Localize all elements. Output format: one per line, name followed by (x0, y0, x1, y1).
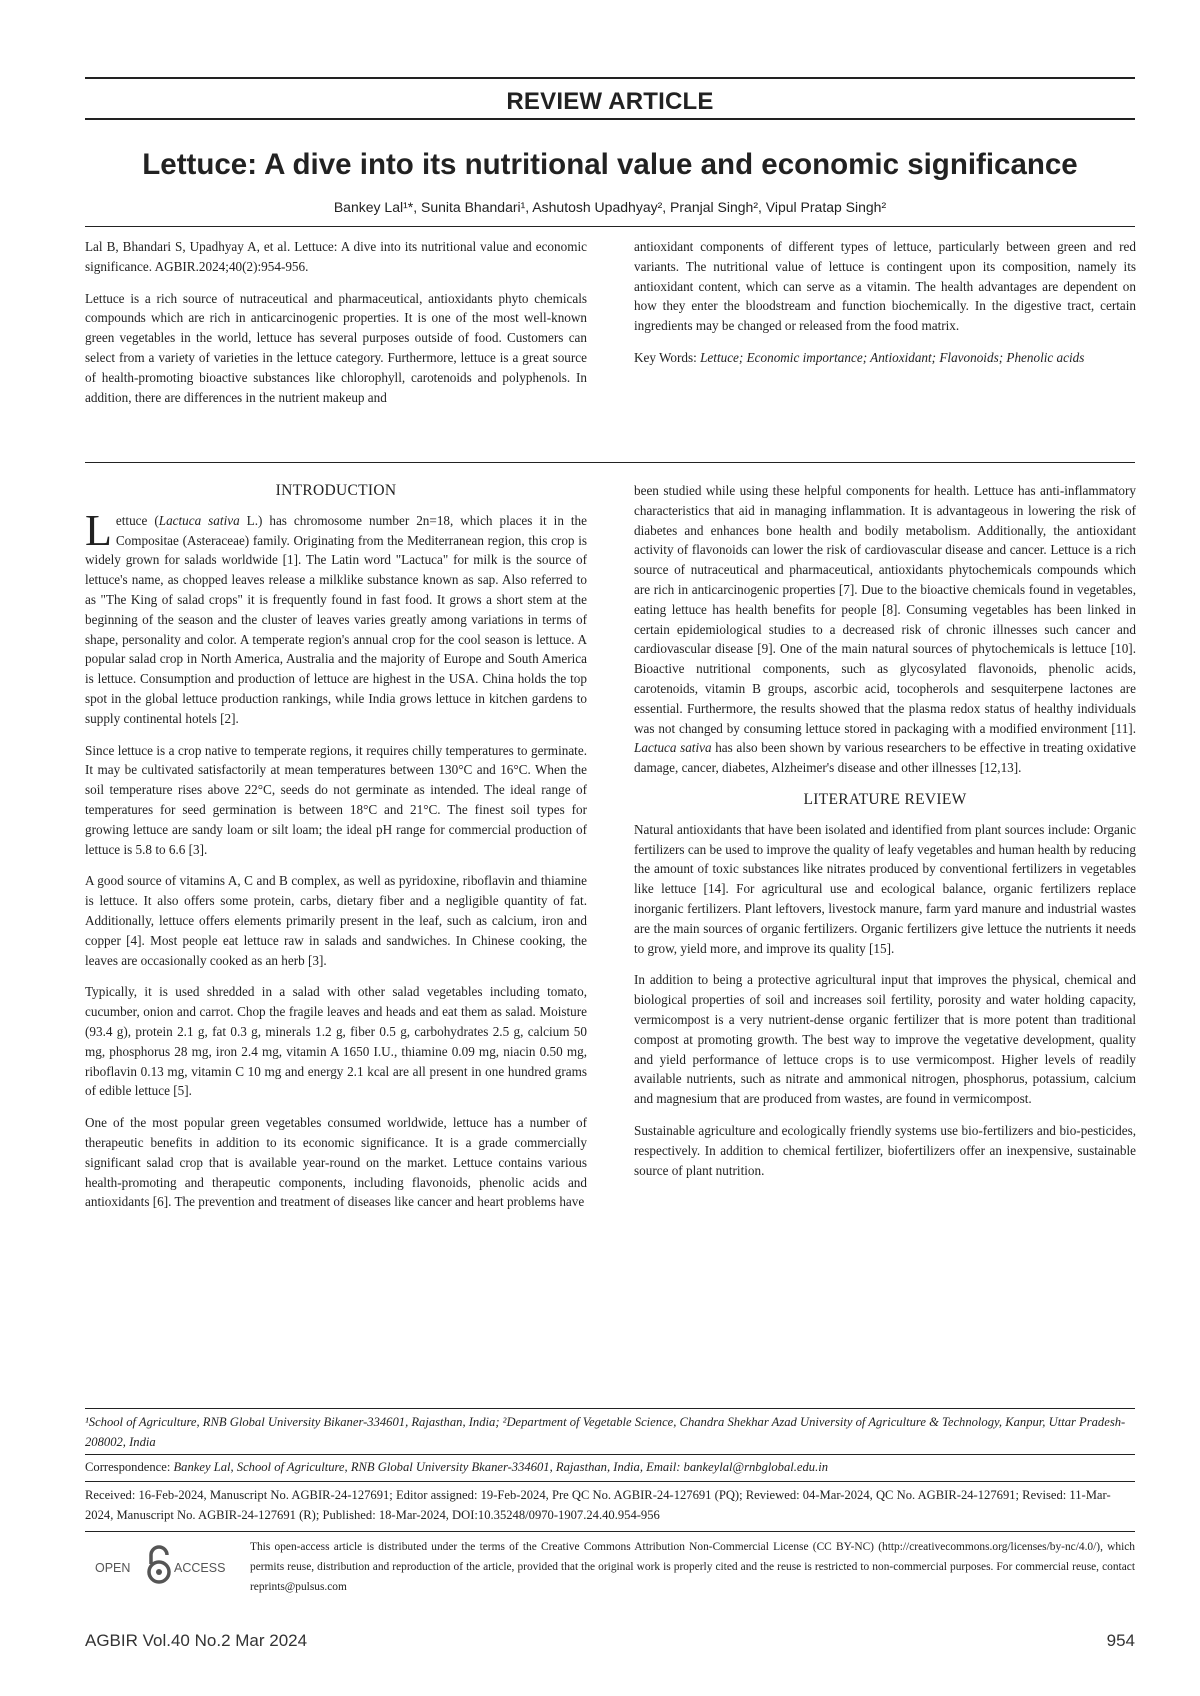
footer-rule-2 (85, 1454, 1135, 1455)
species-name-2: Lactuca sativa (634, 740, 712, 756)
section-heading-literature-review: LITERATURE REVIEW (803, 790, 967, 808)
abstract-text-2: antioxidant components of different types of lettuce, particularly between green and red variants. The nutritional value of lettuce is contingent upon its composition, namely its antioxidant content, which can serve as a vitamin. The health advantages are dependent on how they enter the bloodstream and function biochemically. In the digestive tract, certain ingredients may be changed or released from the food matrix. (634, 239, 1136, 334)
open-lock-icon (149, 1547, 169, 1582)
history: Received: 16-Feb-2024, Manuscript No. AGBIR-24-127691; Editor assigned: 19-Feb-2024, Pre QC No. AGBIR-24-127691 (PQ); Reviewed: 04-Mar-2024, QC No. AGBIR-24-127691; Revised: 11-Mar-2024, Manuscript No. AGBIR-24-127691 (R); Published: 18-Mar-2024, DOI:10.35248/0970-1907.24.40.954-956 (85, 1488, 1111, 1522)
intro-cont-part1: been studied while using these helpful components for health. Lettuce has anti-inflammatory characteristics that aid in managing inflammation. It is advantageous in lowering the risk of diabetes and enhances bone health and bodily metabolism. Additionally, the antioxidant activity of flavonoids can lower the risk of cardiovascular disease and cancer. Lettuce is a rich source of nutraceutical and pharmaceutical, antioxidants phytochemicals compounds which are rich in anticarcinogenic properties [7]. Due to the bioactive chemicals found in vegetables, eating lettuce has health benefits for people [8]. Consuming vegetables has been linked in certain epidemiological studies to a decreased risk of chronic illnesses such cancer and cardiovascular disease [9]. One of the main natural sources of phytochemicals is lettuce [10]. Bioactive nutritional components, such as glycosylated flavonoids, phenolic acids, carotenoids, vitamin B groups, ascorbic acid, tocopherols and sesquiterpene lactones are essential. Furthermore, the results showed that the plasma redox status of healthy individuals was not changed by consuming lettuce stored in packaging with a modified environment [11]. (634, 483, 1136, 736)
affiliations (85, 1412, 1135, 1452)
article-type: REVIEW ARTICLE (506, 88, 714, 115)
intro-p1-rest: L.) has chromosome number 2n=18, which places it in the Compositae (Asteraceae) family. Originating from the Mediterranean region, this crop is widely grown for salads worldwide [1]. The Latin word "Lactuca" for milk is the source of lettuce's name, as chopped leaves release a milklike substance known as sap. Also referred to as "The King of salad crops" it is frequently found in fast food. It grows a short stem at the beginning of the season and the cluster of leaves varies greatly among variations in terms of shape, personality and color. A temperate region's annual crop for the cool season is lettuce. A popular salad crop in North America, Australia and the majority of Europe and South America is lettuce. Consumption and production of lettuce are highest in the USA. China holds the top spot in the global lettuce production rankings, while India grows lettuce in kitchen gardens to supply continental hotels [2]. (85, 512, 587, 726)
lit-paragraph-2: In addition to being a protective agricultural input that improves the physical, chemical and biological properties of soil and increases soil fertility, porosity and water holding capacity, vermicompost is a very nutrient-dense organic fertilizer that is more potent than traditional compost at promoting growth. The best way to improve the vegetative development, quality and yield performance of lettuce crops is to use vermicompost. Higher levels of readily available nutrients, such as nitrate and ammonical nitrogen, phosphorus, potassium, calcium and magnesium that are produced from wastes, are found in vermicompost. (634, 972, 1136, 1107)
footer-rule-4 (85, 1531, 1135, 1532)
page-title: Lettuce: A dive into its nutritional value and economic significance (142, 148, 1078, 181)
intro-paragraph-4: Typically, it is used shredded in a salad with other salad vegetables including tomato, cucumber, onion and carrot. Chop the fragile leaves and heads and eat them as salad. Moisture (93.4 g), protein 2.1 g, fat 0.3 g, minerals 1.2 g, fiber 0.5 g, carbohydrates 2.5 g, calcium 50 mg, phosphorus 28 mg, iron 2.4 mg, vitamin A 1650 I.U., thiamine 0.09 mg, niacin 0.50 mg, riboflavin 0.13 mg, vitamin C 10 mg and energy 2.1 kcal are all present in one hundred grams of edible lettuce [5]. (85, 984, 587, 1099)
species-name: Lactuca sativa (158, 512, 240, 528)
intro-continued (634, 481, 1136, 778)
keywords (634, 348, 1136, 368)
authors-rule (85, 226, 1135, 227)
open-access-logo (95, 1543, 235, 1591)
license-block (85, 1537, 1135, 1605)
affiliations-text: ¹School of Agriculture, RNB Global University Bikaner-334601, Rajasthan, India; ²Department of Vegetable Science, Chandra Shekhar Azad University of Agriculture & Technology, Kanpur, Uttar Pradesh-208002, India (85, 1415, 1126, 1449)
intro-p1-lead: ettuce ( (115, 512, 159, 528)
body-right (634, 481, 1136, 1192)
journal-footer: AGBIR Vol.40 No.2 Mar 2024 (85, 1631, 308, 1650)
correspondence-label: Correspondence: (85, 1460, 171, 1474)
abstract-text-1: Lettuce is a rich source of nutraceutical and pharmaceutical, antioxidants phyto chemicals compounds which are rich in anticarcinogenic properties. It is one of the most well-known green vegetables in the world, lettuce has several purposes outside of food. Customers can select from a variety of varieties in the lettuce category. Furthermore, lettuce is a great source of health-promoting bioactive substances like chlorophyll, carotenoids and polyphenols. In addition, there are differences in the nutrient makeup and (85, 290, 587, 405)
license-text: This open-access article is distributed under the terms of the Creative Commons Attribution Non-Commercial License (CC BY-NC) (http://creativecommons.org/licenses/by-nc/4.0/), which permits reuse, distribution and reproduction of the article, provided that the original work is properly cited and the reuse is restricted to non-commercial purposes. For commercial reuse, contact reprints@pulsus.com (250, 1541, 1135, 1593)
lit-paragraph-3: Sustainable agriculture and ecologically friendly systems use bio-fertilizers and bio-pesticides, respectively. In addition to chemical fertilizer, biofertilizers offer an inexpensive, sustainable source of plant nutrition. (634, 1122, 1136, 1178)
correspondence (85, 1457, 1135, 1477)
page-number: 954 (1106, 1631, 1135, 1650)
section-heading-introduction: INTRODUCTION (275, 482, 397, 499)
intro-paragraph-2: Since lettuce is a crop native to temperate regions, it requires chilly temperatures to germinate. It may be cultivated satisfactorily at mean temperatures between 130°C and 16°C. When the soil temperature rises above 22°C, seeds do not germinate as intended. The ideal range of temperatures for seed germination is between 18°C and 21°C. The finest soil types for growing lettuce are sandy loam or silt loam; the ideal pH range for commercial production of lettuce is 5.8 to 6.6 [3]. (85, 742, 587, 857)
author-list: Bankey Lal¹*, Sunita Bhandari¹, Ashutosh Upadhyay², Pranjal Singh², Vipul Pratap Singh² (333, 199, 887, 215)
intro-cont-part2: has also been shown by various researchers to be effective in treating oxidative damage, cancer, diabetes, Alzheimer's disease and other illnesses [12,13]. (634, 740, 1136, 776)
intro-paragraph-3: A good source of vitamins A, C and B complex, as well as pyridoxine, riboflavin and thiamine is lettuce. It also offers some protein, carbs, dietary fiber and a negligible quantity of fat. Additionally, lettuce offers elements primarily present in the leaf, such as calcium, iron and copper [4]. Most people eat lettuce raw in salads and sandwiches. In Chinese cooking, the leaves are occasionally cooked as an herb [3]. (85, 873, 587, 968)
correspondence-text: Bankey Lal, School of Agriculture, RNB Global University Bkaner-334601, Rajasthan, India, Email: bankeylal@rnbglobal.edu.in (173, 1460, 829, 1474)
body-left (85, 481, 587, 1224)
open-access-word-1: OPEN (95, 1561, 131, 1575)
top-rule (85, 77, 1135, 79)
type-rule (85, 118, 1135, 120)
keywords-list: Lettuce; Economic importance; Antioxidant; Flavonoids; Phenolic acids (700, 349, 1085, 365)
keywords-label: Key Words: (634, 349, 697, 365)
abstract-rule (85, 462, 1135, 463)
abstract-citation: Lal B, Bhandari S, Upadhyay A, et al. Lettuce: A dive into its nutritional value and economic significance. AGBIR.2024;40(2):954-956. (85, 239, 587, 274)
intro-paragraph-1 (85, 505, 587, 729)
open-access-word-2: ACCESS (174, 1561, 226, 1575)
lit-paragraph-1: Natural antioxidants that have been isolated and identified from plant sources include: Organic fertilizers can be used to improve the quality of leafy vegetables and human health by reducing the amount of toxic substances like nitrates produced by conventional fertilizers in vegetables like lettuce [14]. For agricultural use and ecological balance, organic fertilizers replace inorganic fertilizers. Plant leftovers, livestock manure, farm yard manure and industrial wastes are the main sources of organic fertilizers. Organic fertilizers give lettuce the nutrients it needs to grow, yield more, and improve its quality [15]. (634, 821, 1136, 956)
footer-rule-1 (85, 1408, 1135, 1409)
footer-rule-3 (85, 1481, 1135, 1482)
drop-cap: L (85, 505, 112, 555)
abstract-left (85, 237, 587, 419)
intro-paragraph-5: One of the most popular green vegetables consumed worldwide, lettuce has a number of therapeutic benefits in addition to its economic significance. It is a grade commercially significant salad crop that is available year-round on the market. Lettuce contains various health-promoting and therapeutic components, including flavonoids, phenolic acids and antioxidants [6]. The prevention and treatment of diseases like cancer and heart problems have (85, 1115, 587, 1210)
abstract-right (634, 237, 1136, 380)
